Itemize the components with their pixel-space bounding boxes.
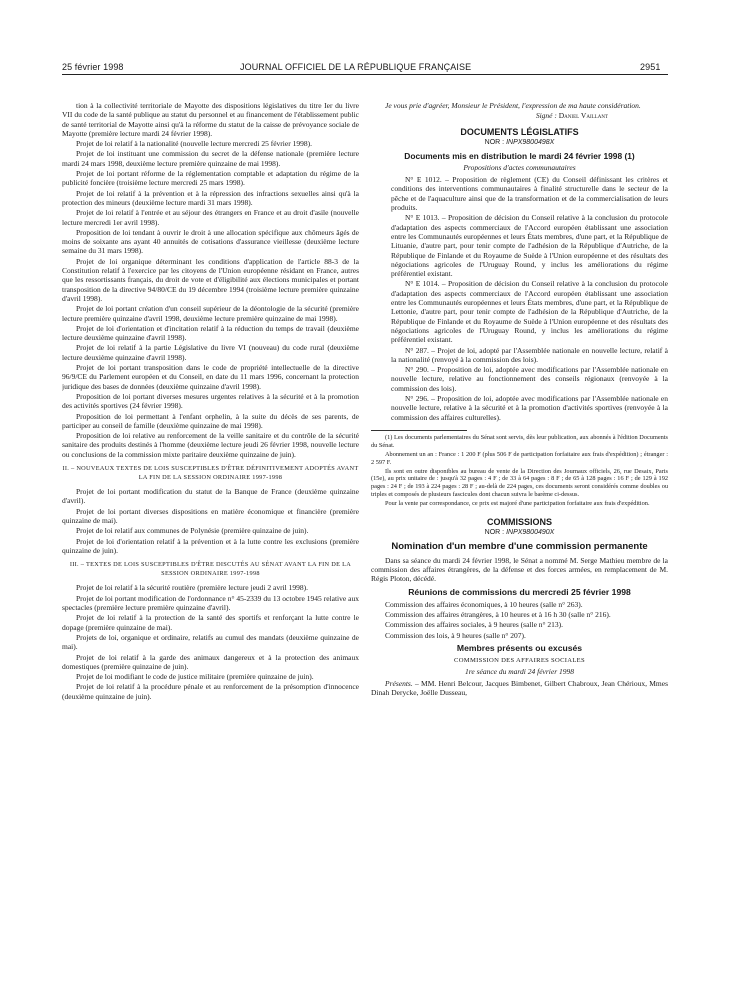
header-title: JOURNAL OFFICIEL DE LA RÉPUBLIQUE FRANÇAISE <box>240 62 472 72</box>
header-page-number: 2951 <box>640 62 661 72</box>
bill-paragraph: Projet de loi relatif à la partie Législative du livre VI (nouveau) du code rural (deuxième lecture deuxième quinzaine d'avril 1998). <box>62 343 359 362</box>
document-items <box>371 175 668 422</box>
left-column <box>62 101 359 986</box>
bill-paragraph: Proposition de loi portant diverses mesures urgentes relatives à la sécurité et à la promotion des activités sportives (24 février 1998). <box>62 391 359 411</box>
bill-paragraph: Projet de loi d'orientation et d'incitation relatif à la réduction du temps de travail (deuxième lecture deuxième quinzaine d'avril 1998). <box>62 323 359 343</box>
bill-paragraph: Projet de loi portant création d'un conseil supérieur de la déontologie de la sécurité (première lecture première quinzaine d'avril 1998, deuxième lecture première quinzaine de mai 1998). <box>62 304 359 323</box>
docs-nor-label: NOR : <box>484 138 505 146</box>
bill-paragraph: Projet de loi instituant une commission du secret de la défense nationale (première lecture mardi 24 mars 1998, deuxième lecture première quinzaine de mai 1998). <box>62 149 359 168</box>
bill-paragraph: Projet de loi organique déterminant les conditions d'application de l'article 88-3 de la Constitution relatif à l'exercice par les citoyens de l'Union européenne résidant en France, autres que les ressortissants français, du droit de vote et d'éligibilité aux élections municipales et portant transposition de la directive 94/80/CE du 19 décembre 1994 (troisième lecture première quinzaine d'avril 1998). <box>62 256 359 303</box>
bill-paragraph: Projet de loi portant diverses dispositions en matière économique et financière (première quinzaine de mai). <box>62 506 359 526</box>
document-item: N° E 1012. – Proposition de règlement (CE) du Conseil définissant les critères et conditions des interventions communautaires à finalité structurelle dans le secteur de la pêche et de l'aquaculture ainsi que de la transformation et de la commercialisation de leurs produits. <box>391 175 668 213</box>
right-column <box>371 101 668 986</box>
reunions-list <box>371 600 668 640</box>
bill-paragraph: Projet de loi portant réforme de la réglementation comptable et adaptation du régime de la publicité foncière (troisième lecture mercredi 25 mars 1998). <box>62 169 359 188</box>
commissions-heading: COMMISSIONS <box>486 517 552 528</box>
section-2-heading: II. – NOUVEAUX TEXTES DE LOIS SUSCEPTIBLES D'ÊTRE DÉFINITIVEMENT ADOPTÉS AVANT LA FIN DE LA SESSION ORDINAIRE 1997-1998 <box>62 464 359 481</box>
membres-commission: COMMISSION DES AFFAIRES SOCIALES <box>454 657 585 665</box>
footnote-paragraph: (1) Les documents parlementaires du Sénat sont servis, dès leur publication, aux abonnés à l'édition Documents du Sénat. <box>371 433 668 449</box>
footnotes <box>371 434 668 508</box>
bill-paragraph: Projet de loi modifiant le code de justice militaire (première quinzaine de juin). <box>76 672 314 682</box>
closing-formula: Je vous prie d'agréer, Monsieur le Président, l'expression de ma haute considération. <box>385 101 641 110</box>
docs-heading: DOCUMENTS LÉGISLATIFS <box>460 126 579 137</box>
presents-paragraph <box>371 679 668 698</box>
document-item: N° 296. – Proposition de loi, adoptée avec modifications par l'Assemblée nationale en nouvelle lecture, relative à la sécurité et à la promotion d'activités sportives (renvoyée à la commission des affaires culturelles). <box>391 394 668 422</box>
reunion-item: Commission des affaires étrangères, à 10 heures et à 16 h 30 (salle n° 216). <box>385 610 611 620</box>
document-item: N° 290. – Proposition de loi, adoptée avec modifications par l'Assemblée nationale en nouvelle lecture, relative au fonctionnement des conseils régionaux (renvoyée à la commission des lois). <box>391 365 668 393</box>
footnote-rule <box>371 430 467 431</box>
bill-paragraph: Proposition de loi tendant à ouvrir le droit à une allocation spécifique aux chômeurs âgés de moins de soixante ans ayant 40 annuités de cotisations d'assurance vieillesse (deuxième lecture semaine du 31 mars 1998). <box>62 227 359 256</box>
commissions-nor-label: NOR : <box>484 529 505 537</box>
bill-paragraph: Projet de loi relatif à l'entrée et au séjour des étrangers en France et au droit d'asile (nouvelle lecture mercredi 1er avril 1998). <box>62 208 359 227</box>
commissions-nor <box>371 528 668 537</box>
reunion-item: Commission des affaires sociales, à 9 heures (salle n° 213). <box>385 620 564 630</box>
bill-paragraph: Projet de loi portant modification de l'ordonnance n° 45-2339 du 13 octobre 1945 relative aux spectacles (première lecture première quinzaine d'avril). <box>62 593 359 613</box>
document-item: N° E 1013. – Proposition de décision du Conseil relative à la conclusion du protocole d'adaptation des aspects commerciaux de l'Accord européen établissant une association entre les Communautés européennes et leurs États membres, d'une part, et la République de Lituanie, d'autre part, pour tenir compte de l'adhésion de la République d'Autriche, de la République de Finlande et du Royaume de Suède à l'Union européenne et des résultats des négociations agricoles de l'Uruguay Round, y inclus les améliorations du régime préférentiel existant. <box>391 213 668 279</box>
docs-subheading: Documents mis en distribution le mardi 24 février 1998 (1) <box>404 150 635 161</box>
bill-paragraph: Projet de loi portant modification du statut de la Banque de France (deuxième quinzaine d'avril). <box>62 487 359 506</box>
docs-nor <box>371 138 668 147</box>
bill-paragraph: Projet de loi relatif à la garde des animaux dangereux et à la protection des animaux domestiques (première quinzaine de juin). <box>62 652 359 671</box>
section-3-heading: III. – TEXTES DE LOIS SUSCEPTIBLES D'ÊTRE DISCUTÉS AU SÉNAT AVANT LA FIN DE LA SESSION ORDINAIRE 1997-1998 <box>69 561 352 577</box>
presents-text: – MM. Henri Belcour, Jacques Bimbenet, Gilbert Chabroux, Jean Chérioux, Mmes Dinah Derycke, Joëlle Dusseau, <box>371 678 668 698</box>
bill-paragraph: Projet de loi relatif aux communes de Polynésie (première quinzaine de juin). <box>76 526 309 536</box>
reunion-item: Commission des lois, à 9 heures (salle n° 207). <box>385 630 526 640</box>
nomination-text: Dans sa séance du mardi 24 février 1998, le Sénat a nommé M. Serge Mathieu membre de la commission des affaires étrangères, de la défense et des forces armées, en remplacement de M. Régis Ploton, décédé. <box>371 555 668 584</box>
reunions-heading: Réunions de commissions du mercredi 25 février 1998 <box>408 586 631 597</box>
docs-subheading-2: Propositions d'actes communautaires <box>463 162 576 172</box>
presents-label: Présents. <box>385 678 413 688</box>
footnote-paragraph: Abonnement un an : France : 1 200 F (plus 506 F de participation forfaitaire aux frais d'expédition) ; étranger : 2 597 F. <box>371 450 668 466</box>
bill-paragraph: Projet de loi d'orientation relatif à la prévention et à la lutte contre les exclusions (première quinzaine de juin). <box>62 536 359 555</box>
document-item: N° 287. – Projet de loi, adopté par l'Assemblée nationale en nouvelle lecture, relatif à la nationalité (renvoyé à la commission des lois). <box>391 345 668 364</box>
bill-paragraph: Projet de loi portant transposition dans le code de propriété intellectuelle de la directive 96/9/CE du Parlement européen et du Conseil, en date du 11 mars 1996, concernant la protection juridique des bases de données (deuxième quinzaine d'avril 1998). <box>62 363 359 391</box>
commissions-nor-value: INPX9800490X <box>506 529 555 537</box>
footnote-paragraph: Pour la vente par correspondance, ce prix est majoré d'une participation forfaitaire aux frais d'expédition. <box>385 500 650 508</box>
header-date: 25 février 1998 <box>62 62 124 72</box>
bill-paragraph: Projet de loi relatif à la procédure pénale et au renforcement de la présomption d'innocence (deuxième quinzaine de juin). <box>62 682 359 701</box>
reunion-item: Commission des affaires économiques, à 10 heures (salle n° 263). <box>385 599 583 609</box>
section-2-list <box>62 487 359 555</box>
document-item: N° E 1014. – Proposition de décision du Conseil relative à la conclusion du protocole d'adaptation des aspects commerciaux de l'Accord européen établissant une association entre les Communautés européennes et leurs États membres, d'une part, et la République de Lettonie, d'autre part, pour tenir compte de l'adhésion de la République d'Autriche, de la République de Finlande et du Royaume de Suède à l'Union européenne et des résultats des négociations agricoles de l'Uruguay Round, y inclus les améliorations du régime préférentiel existant. <box>391 279 668 345</box>
left-paragraphs <box>62 101 359 459</box>
section-3-list <box>62 583 359 701</box>
bill-paragraph: Proposition de loi permettant à l'enfant orphelin, à la suite du décès de ses parents, de participer au conseil de famille (deuxième quinzaine de mai 1998). <box>62 411 359 430</box>
bill-paragraph: Projet de loi relatif à la protection de la santé des sportifs et renforçant la lutte contre le dopage (première quinzaine de mai). <box>62 613 359 632</box>
bill-paragraph: Projet de loi relatif à la sécurité routière (première lecture jeudi 2 avril 1998). <box>76 583 308 593</box>
bill-paragraph: Proposition de loi relative au renforcement de la veille sanitaire et du contrôle de la sécurité sanitaire des produits destinés à l'homme (deuxième lecture jeudi 26 février 1998, nouvelle lecture ou conclusions de la commission mixte paritaire deuxième quinzaine de juin). <box>62 431 359 459</box>
header-rule <box>62 74 668 75</box>
bill-paragraph: Projets de loi, organique et ordinaire, relatifs au cumul des mandats (deuxième quinzaine de mai). <box>62 632 359 652</box>
bill-paragraph: Projet de loi relatif à la prévention et à la répression des infractions sexuelles ainsi qu'à la protection des mineurs (deuxième lecture mardi 31 mars 1998). <box>62 188 359 207</box>
bill-paragraph: tion à la collectivité territoriale de Mayotte des dispositions législatives du titre Ier du livre VII du code de la santé publique au statut du personnel et au financement de l'établissement public de santé territorial de Mayotte ainsi qu'à la réforme du statut de la caisse de prévoyance sociale de Mayotte (première lecture mardi 24 février 1998). <box>62 101 359 138</box>
signature-label: Signé : <box>535 111 557 121</box>
signature <box>371 111 608 120</box>
footnote-paragraph: Ils sont en outre disponibles au bureau de vente de la Direction des Journaux officiels, 26, rue Desaix, Paris (15e), au prix unitaire de : jusqu'à 32 pages : 4 F ; de 33 à 64 pages : 8 F ; de 65 à 128 pages : 16 F ; de 129 à 192 pages : 24 F ; de 193 à 224 pages : 28 F ; au-delà de 224 pages, ces documents seront considérés comme doubles ou triples et composés de plusieurs fascicules dont chacun suivra le barème ci-dessus. <box>371 467 668 499</box>
membres-heading: Membres présents ou excusés <box>456 643 583 654</box>
signature-name: Daniel Vaillant <box>558 111 608 121</box>
bill-paragraph: Projet de loi relatif à la nationalité (nouvelle lecture mercredi 25 février 1998). <box>76 139 312 149</box>
nomination-heading: Nomination d'un membre d'une commission permanente <box>391 541 648 553</box>
docs-nor-value: INPX9800498X <box>506 138 555 146</box>
membres-seance: 1re séance du mardi 24 février 1998 <box>464 666 574 676</box>
